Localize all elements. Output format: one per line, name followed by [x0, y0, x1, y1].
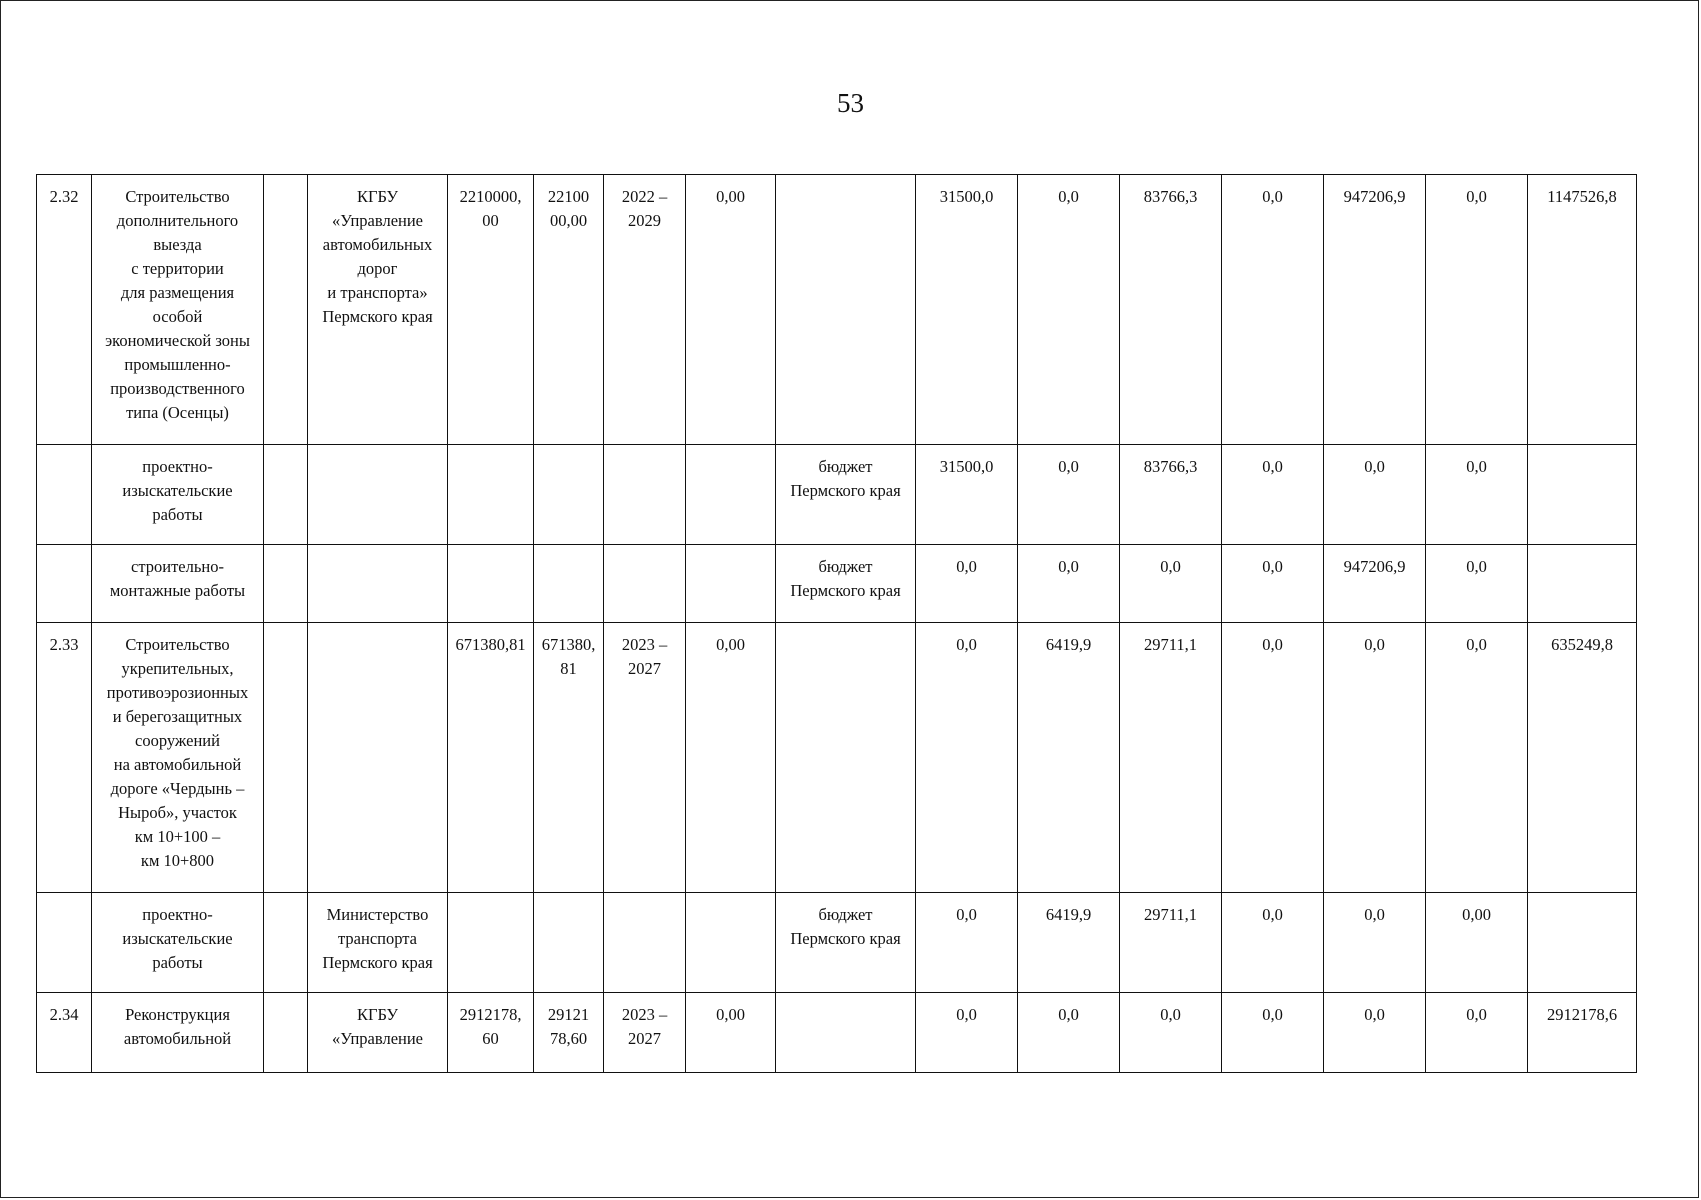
measure-name-cell [92, 993, 264, 1073]
row-number-cell: 2.32 [37, 175, 92, 445]
year-4-value-cell: 0,0 [1222, 623, 1324, 893]
year-3-value-cell: 83766,3 [1120, 445, 1222, 545]
year-4-value-cell: 0,0 [1222, 993, 1324, 1073]
estimated-cost-cell [448, 175, 534, 445]
executor-cell [308, 893, 448, 993]
measure-name-cell [92, 893, 264, 993]
period-line: 2027 [628, 1029, 661, 1048]
funding-source-line: бюджет [818, 905, 873, 924]
empty-cell [264, 545, 308, 623]
year-3-value-cell: 0,0 [1120, 993, 1222, 1073]
year-5-value-cell: 947206,9 [1324, 545, 1426, 623]
year-1-value-cell: 0,0 [916, 893, 1018, 993]
year-4-value-cell: 0,0 [1222, 893, 1324, 993]
total-value-cell [1528, 893, 1637, 993]
estimated-cost-cell [448, 445, 534, 545]
executor-line: Министерство [326, 905, 429, 924]
year-3-value-cell: 0,0 [1120, 545, 1222, 623]
measure-name-line: с территории [131, 259, 224, 278]
year-5-value-cell: 947206,9 [1324, 175, 1426, 445]
year-3-value-cell: 83766,3 [1120, 175, 1222, 445]
cost-limit-cell [534, 445, 604, 545]
year-3-value-cell: 29711,1 [1120, 623, 1222, 893]
measure-name-line: проектно- [142, 457, 213, 476]
measure-name-line: работы [152, 505, 203, 524]
year-5-value-cell: 0,0 [1324, 623, 1426, 893]
measure-name-cell [92, 545, 264, 623]
period-line: 2029 [628, 211, 661, 230]
measure-name-line: проектно- [142, 905, 213, 924]
measure-name-line: Строительство [125, 187, 230, 206]
measure-name-line: промышленно- [124, 355, 231, 374]
year-2-value-cell: 6419,9 [1018, 893, 1120, 993]
table-row [37, 623, 1637, 893]
year-6-value-cell: 0,0 [1426, 993, 1528, 1073]
measure-name-line: и берегозащитных [112, 707, 243, 726]
total-value-cell: 1147526,8 [1528, 175, 1637, 445]
year-6-value-cell: 0,0 [1426, 445, 1528, 545]
period-line: 2023 – [621, 635, 668, 654]
year-1-value-cell: 0,0 [916, 545, 1018, 623]
previous-financing-cell [686, 545, 776, 623]
estimated-cost-cell [448, 893, 534, 993]
cost-limit-line: 00,00 [549, 211, 588, 230]
previous-financing-cell [686, 445, 776, 545]
empty-cell [264, 445, 308, 545]
cost-limit-cell [534, 545, 604, 623]
empty-cell [264, 623, 308, 893]
year-6-value-cell: 0,0 [1426, 623, 1528, 893]
measure-name-line: Строительство [125, 635, 230, 654]
estimated-cost-cell [448, 993, 534, 1073]
row-number-cell [37, 893, 92, 993]
executor-cell [308, 545, 448, 623]
year-5-value-cell: 0,0 [1324, 445, 1426, 545]
cost-limit-line: 78,60 [549, 1029, 588, 1048]
total-value-cell: 635249,8 [1528, 623, 1637, 893]
estimated-cost-line: 2210000, [459, 187, 522, 206]
measure-name-line: на автомобильной [113, 755, 242, 774]
year-4-value-cell: 0,0 [1222, 175, 1324, 445]
measure-name-line: дополнительного [116, 211, 239, 230]
year-1-value-cell: 31500,0 [916, 445, 1018, 545]
funding-source-line: Пермского края [790, 929, 901, 948]
measure-name-line: выезда [153, 235, 202, 254]
measure-name-line: изыскательские [122, 929, 233, 948]
funding-source-cell [776, 623, 916, 893]
year-6-value-cell: 0,0 [1426, 175, 1528, 445]
previous-financing-cell: 0,00 [686, 175, 776, 445]
funding-source-line: Пермского края [790, 581, 901, 600]
executor-cell [308, 445, 448, 545]
year-1-value-cell: 31500,0 [916, 175, 1018, 445]
cost-limit-cell [534, 893, 604, 993]
period-cell [604, 545, 686, 623]
total-value-cell [1528, 445, 1637, 545]
measure-name-line: экономической зоны [105, 331, 250, 350]
executor-line: и транспорта» [327, 283, 428, 302]
period-line: 2027 [628, 659, 661, 678]
measure-name-line: дороге «Чердынь – [110, 779, 245, 798]
year-6-value-cell: 0,0 [1426, 545, 1528, 623]
funding-source-line: Пермского края [790, 481, 901, 500]
measure-name-line: типа (Осенцы) [126, 403, 229, 422]
previous-financing-cell: 0,00 [686, 623, 776, 893]
funding-source-cell [776, 893, 916, 993]
empty-cell [264, 175, 308, 445]
estimated-cost-line: 671380,81 [455, 635, 526, 654]
estimated-cost-cell [448, 545, 534, 623]
executor-line: КГБУ [356, 1005, 399, 1024]
estimated-cost-cell [448, 623, 534, 893]
table-row [37, 993, 1637, 1073]
total-value-cell: 2912178,6 [1528, 993, 1637, 1073]
estimated-cost-line: 00 [482, 211, 499, 230]
empty-cell [264, 993, 308, 1073]
year-1-value-cell: 0,0 [916, 623, 1018, 893]
executor-line: КГБУ [356, 187, 399, 206]
period-cell [604, 893, 686, 993]
funding-source-cell [776, 545, 916, 623]
table-row [37, 893, 1637, 993]
funding-source-cell [776, 175, 916, 445]
estimated-cost-line: 60 [482, 1029, 499, 1048]
measure-name-line: производственного [110, 379, 245, 398]
measure-name-line: противоэрозионных [106, 683, 249, 702]
cost-limit-cell [534, 623, 604, 893]
cost-limit-line: 81 [560, 659, 577, 678]
executor-line: Пермского края [322, 953, 433, 972]
row-number-cell [37, 445, 92, 545]
measure-name-line: сооружений [135, 731, 220, 750]
year-5-value-cell: 0,0 [1324, 993, 1426, 1073]
year-6-value-cell: 0,00 [1426, 893, 1528, 993]
period-cell [604, 175, 686, 445]
measure-name-line: строительно- [131, 557, 224, 576]
funding-source-line: бюджет [818, 457, 873, 476]
funding-source-cell [776, 993, 916, 1073]
executor-line: транспорта [338, 929, 417, 948]
executor-line: автомобильных [322, 235, 433, 254]
table-row [37, 545, 1637, 623]
table-row [37, 175, 1637, 445]
measure-name-line: км 10+100 – [134, 827, 221, 846]
executor-line: Пермского края [322, 307, 433, 326]
executor-line: «Управление [332, 211, 423, 230]
measure-name-line: работы [152, 953, 203, 972]
estimated-cost-line: 2912178, [459, 1005, 522, 1024]
page-number: 53 [837, 88, 864, 118]
cost-limit-cell [534, 175, 604, 445]
measure-name-line: Ныроб», участок [118, 803, 237, 822]
year-3-value-cell: 29711,1 [1120, 893, 1222, 993]
cost-limit-line: 22100 [547, 187, 590, 206]
period-cell [604, 445, 686, 545]
period-cell [604, 993, 686, 1073]
period-cell [604, 623, 686, 893]
year-5-value-cell: 0,0 [1324, 893, 1426, 993]
measure-name-cell [92, 445, 264, 545]
table-row [37, 445, 1637, 545]
previous-financing-cell [686, 893, 776, 993]
cost-limit-line: 671380, [541, 635, 596, 654]
measure-name-line: изыскательские [122, 481, 233, 500]
year-2-value-cell: 0,0 [1018, 993, 1120, 1073]
year-2-value-cell: 0,0 [1018, 445, 1120, 545]
cost-limit-line: 29121 [547, 1005, 590, 1024]
measure-name-line: автомобильной [123, 1029, 232, 1048]
executor-cell [308, 175, 448, 445]
measure-name-line: км 10+800 [140, 851, 215, 870]
period-line: 2022 – [621, 187, 668, 206]
funding-source-cell [776, 445, 916, 545]
row-number-cell: 2.34 [37, 993, 92, 1073]
year-4-value-cell: 0,0 [1222, 445, 1324, 545]
measure-name-cell [92, 623, 264, 893]
year-2-value-cell: 0,0 [1018, 545, 1120, 623]
year-2-value-cell: 6419,9 [1018, 623, 1120, 893]
measure-name-line: монтажные работы [109, 581, 246, 600]
executor-line: дорог [357, 259, 398, 278]
year-4-value-cell: 0,0 [1222, 545, 1324, 623]
funding-source-line: бюджет [818, 557, 873, 576]
period-line: 2023 – [621, 1005, 668, 1024]
previous-financing-cell: 0,00 [686, 993, 776, 1073]
year-1-value-cell: 0,0 [916, 993, 1018, 1073]
budget-table [36, 174, 1637, 1073]
measure-name-line: укрепительных, [121, 659, 234, 678]
empty-cell [264, 893, 308, 993]
executor-cell [308, 993, 448, 1073]
total-value-cell [1528, 545, 1637, 623]
executor-cell [308, 623, 448, 893]
cost-limit-cell [534, 993, 604, 1073]
measure-name-cell [92, 175, 264, 445]
executor-line: «Управление [332, 1029, 423, 1048]
measure-name-line: для размещения [120, 283, 235, 302]
year-2-value-cell: 0,0 [1018, 175, 1120, 445]
row-number-cell [37, 545, 92, 623]
measure-name-line: особой [152, 307, 203, 326]
measure-name-line: Реконструкция [125, 1005, 230, 1024]
row-number-cell: 2.33 [37, 623, 92, 893]
